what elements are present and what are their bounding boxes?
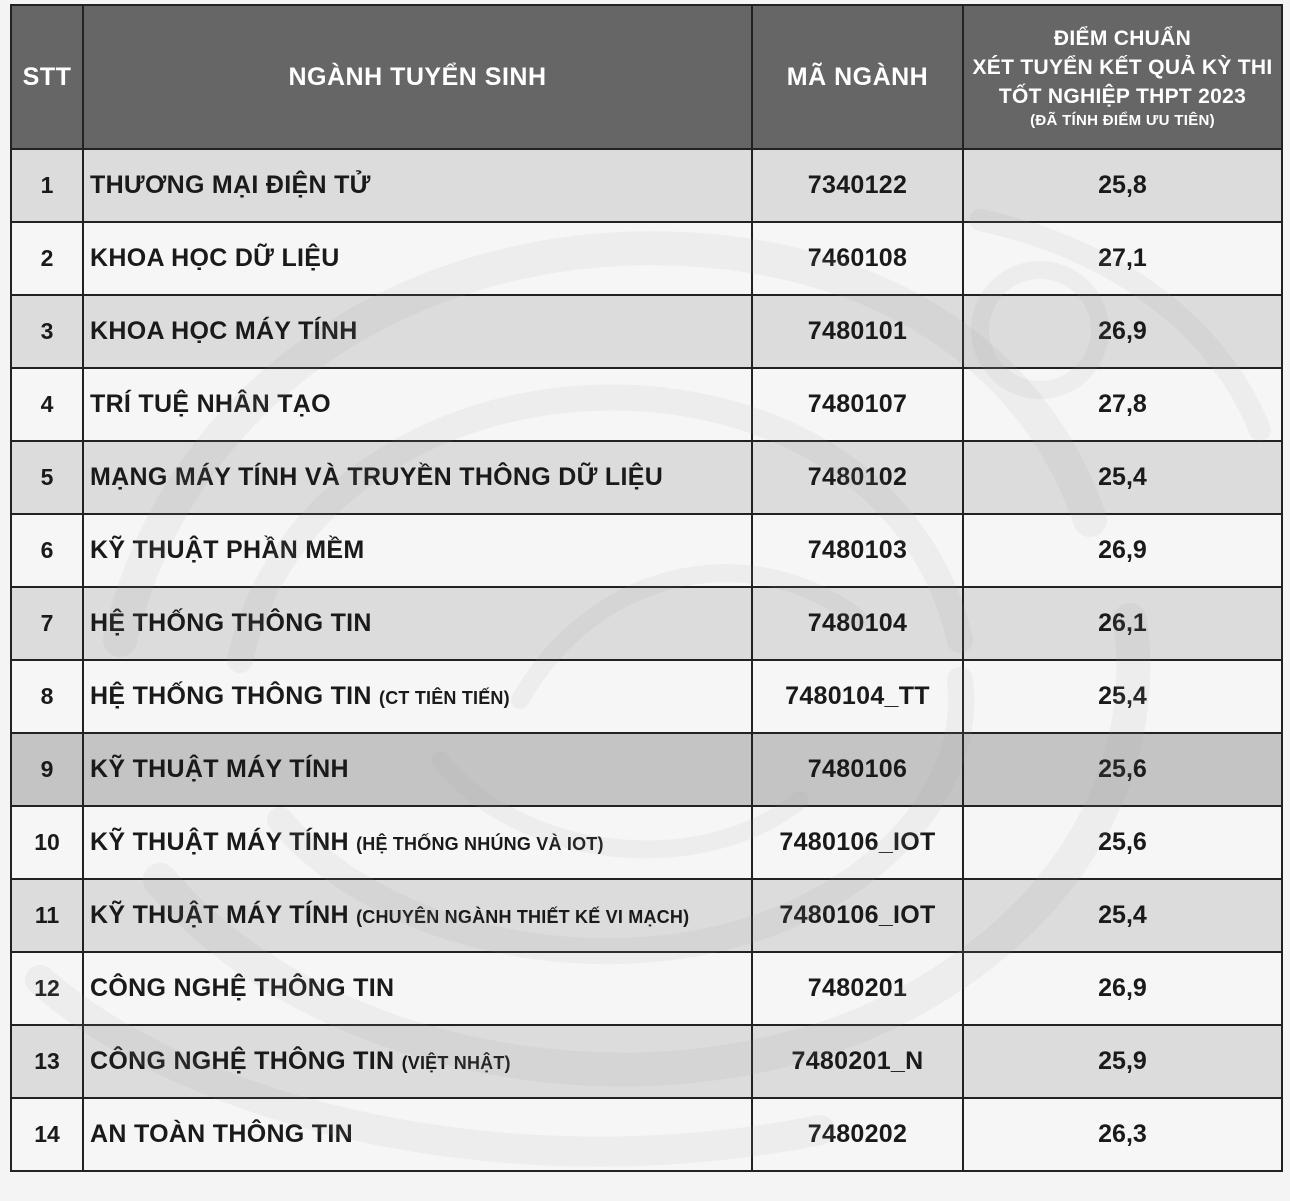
table-row — [11, 1098, 1282, 1171]
row-program-code: 7480106_IOT — [752, 806, 963, 879]
row-stt: 3 — [11, 295, 83, 368]
row-benchmark-score: 26,1 — [963, 587, 1282, 660]
row-benchmark-score: 26,9 — [963, 514, 1282, 587]
row-stt: 14 — [11, 1098, 83, 1171]
row-benchmark-score: 26,3 — [963, 1098, 1282, 1171]
header-score-line3: TỐT NGHIỆP THPT 2023 — [998, 84, 1247, 108]
header-benchmark-score — [963, 5, 1282, 149]
row-stt: 9 — [11, 733, 83, 806]
row-program-code: 7480102 — [752, 441, 963, 514]
row-program-code: 7340122 — [752, 149, 963, 222]
row-program-code: 7480107 — [752, 368, 963, 441]
program-note-text: (CHUYÊN NGÀNH THIẾT KẾ VI MẠCH) — [356, 907, 690, 927]
program-note-text: (VIỆT NHẬT) — [401, 1053, 511, 1073]
header-program-name: NGÀNH TUYỂN SINH — [83, 5, 752, 149]
program-name-text: KỸ THUẬT MÁY TÍNH — [90, 828, 349, 856]
row-program-name — [83, 295, 752, 368]
row-program-name — [83, 587, 752, 660]
table-row — [11, 952, 1282, 1025]
header-score-note: (ĐÃ TÍNH ĐIỂM ƯU TIÊN) — [1030, 111, 1215, 129]
row-program-name — [83, 660, 752, 733]
row-program-code: 7480101 — [752, 295, 963, 368]
program-name-text: CÔNG NGHỆ THÔNG TIN — [90, 974, 395, 1002]
program-name-text: CÔNG NGHỆ THÔNG TIN — [90, 1047, 395, 1075]
table-row — [11, 295, 1282, 368]
header-stt: STT — [11, 5, 83, 149]
row-stt: 1 — [11, 149, 83, 222]
row-stt: 8 — [11, 660, 83, 733]
program-name-text: HỆ THỐNG THÔNG TIN — [90, 682, 372, 710]
row-benchmark-score: 27,1 — [963, 222, 1282, 295]
row-program-code: 7480104_TT — [752, 660, 963, 733]
program-name-text: KHOA HỌC MÁY TÍNH — [90, 317, 358, 345]
table-row — [11, 806, 1282, 879]
table-row — [11, 879, 1282, 952]
header-program-code: MÃ NGÀNH — [752, 5, 963, 149]
header-score-line1: ĐIỂM CHUẨN — [1053, 26, 1192, 50]
row-program-name — [83, 1098, 752, 1171]
row-stt: 2 — [11, 222, 83, 295]
row-program-code: 7480103 — [752, 514, 963, 587]
row-stt: 7 — [11, 587, 83, 660]
table-row — [11, 149, 1282, 222]
row-stt: 13 — [11, 1025, 83, 1098]
row-benchmark-score: 26,9 — [963, 952, 1282, 1025]
row-program-code: 7480201 — [752, 952, 963, 1025]
row-program-code: 7480202 — [752, 1098, 963, 1171]
row-benchmark-score: 25,9 — [963, 1025, 1282, 1098]
row-stt: 10 — [11, 806, 83, 879]
program-name-text: TRÍ TUỆ NHÂN TẠO — [90, 390, 331, 418]
table-row — [11, 514, 1282, 587]
table-row — [11, 733, 1282, 806]
program-name-text: AN TOÀN THÔNG TIN — [90, 1120, 353, 1148]
row-program-code: 7480106 — [752, 733, 963, 806]
table-row — [11, 660, 1282, 733]
header-row — [11, 5, 1282, 149]
table-row — [11, 222, 1282, 295]
row-program-code: 7480104 — [752, 587, 963, 660]
program-name-text: THƯƠNG MẠI ĐIỆN TỬ — [90, 171, 371, 199]
row-stt: 11 — [11, 879, 83, 952]
header-score-line2: XÉT TUYỂN KẾT QUẢ KỲ THI — [972, 55, 1273, 79]
row-benchmark-score: 25,6 — [963, 806, 1282, 879]
row-benchmark-score: 25,4 — [963, 441, 1282, 514]
program-name-text: HỆ THỐNG THÔNG TIN — [90, 609, 372, 637]
row-stt: 4 — [11, 368, 83, 441]
row-benchmark-score: 26,9 — [963, 295, 1282, 368]
row-program-name — [83, 1025, 752, 1098]
table-body — [11, 149, 1282, 1171]
row-stt: 12 — [11, 952, 83, 1025]
program-name-text: KỸ THUẬT MÁY TÍNH — [90, 755, 349, 783]
row-program-name — [83, 952, 752, 1025]
row-benchmark-score: 25,8 — [963, 149, 1282, 222]
program-name-text: KHOA HỌC DỮ LIỆU — [90, 244, 340, 272]
row-program-name — [83, 733, 752, 806]
row-stt: 5 — [11, 441, 83, 514]
row-benchmark-score: 25,4 — [963, 660, 1282, 733]
table-row — [11, 587, 1282, 660]
row-benchmark-score: 25,6 — [963, 733, 1282, 806]
program-name-text: MẠNG MÁY TÍNH VÀ TRUYỀN THÔNG DỮ LIỆU — [90, 463, 664, 491]
program-note-text: (HỆ THỐNG NHÚNG VÀ IOT) — [356, 834, 604, 854]
row-program-name — [83, 806, 752, 879]
row-program-code: 7480106_IOT — [752, 879, 963, 952]
admission-score-table — [10, 4, 1283, 1172]
program-name-text: KỸ THUẬT MÁY TÍNH — [90, 901, 349, 929]
table-row — [11, 1025, 1282, 1098]
row-program-name — [83, 222, 752, 295]
row-program-name — [83, 441, 752, 514]
row-benchmark-score: 27,8 — [963, 368, 1282, 441]
table-row — [11, 441, 1282, 514]
program-name-text: KỸ THUẬT PHẦN MỀM — [90, 536, 365, 564]
row-program-code: 7480201_N — [752, 1025, 963, 1098]
row-program-code: 7460108 — [752, 222, 963, 295]
program-note-text: (CT TIÊN TIẾN) — [379, 688, 510, 708]
row-program-name — [83, 149, 752, 222]
table-header — [11, 5, 1282, 149]
row-benchmark-score: 25,4 — [963, 879, 1282, 952]
row-program-name — [83, 514, 752, 587]
row-program-name — [83, 879, 752, 952]
row-program-name — [83, 368, 752, 441]
row-stt: 6 — [11, 514, 83, 587]
table-row — [11, 368, 1282, 441]
